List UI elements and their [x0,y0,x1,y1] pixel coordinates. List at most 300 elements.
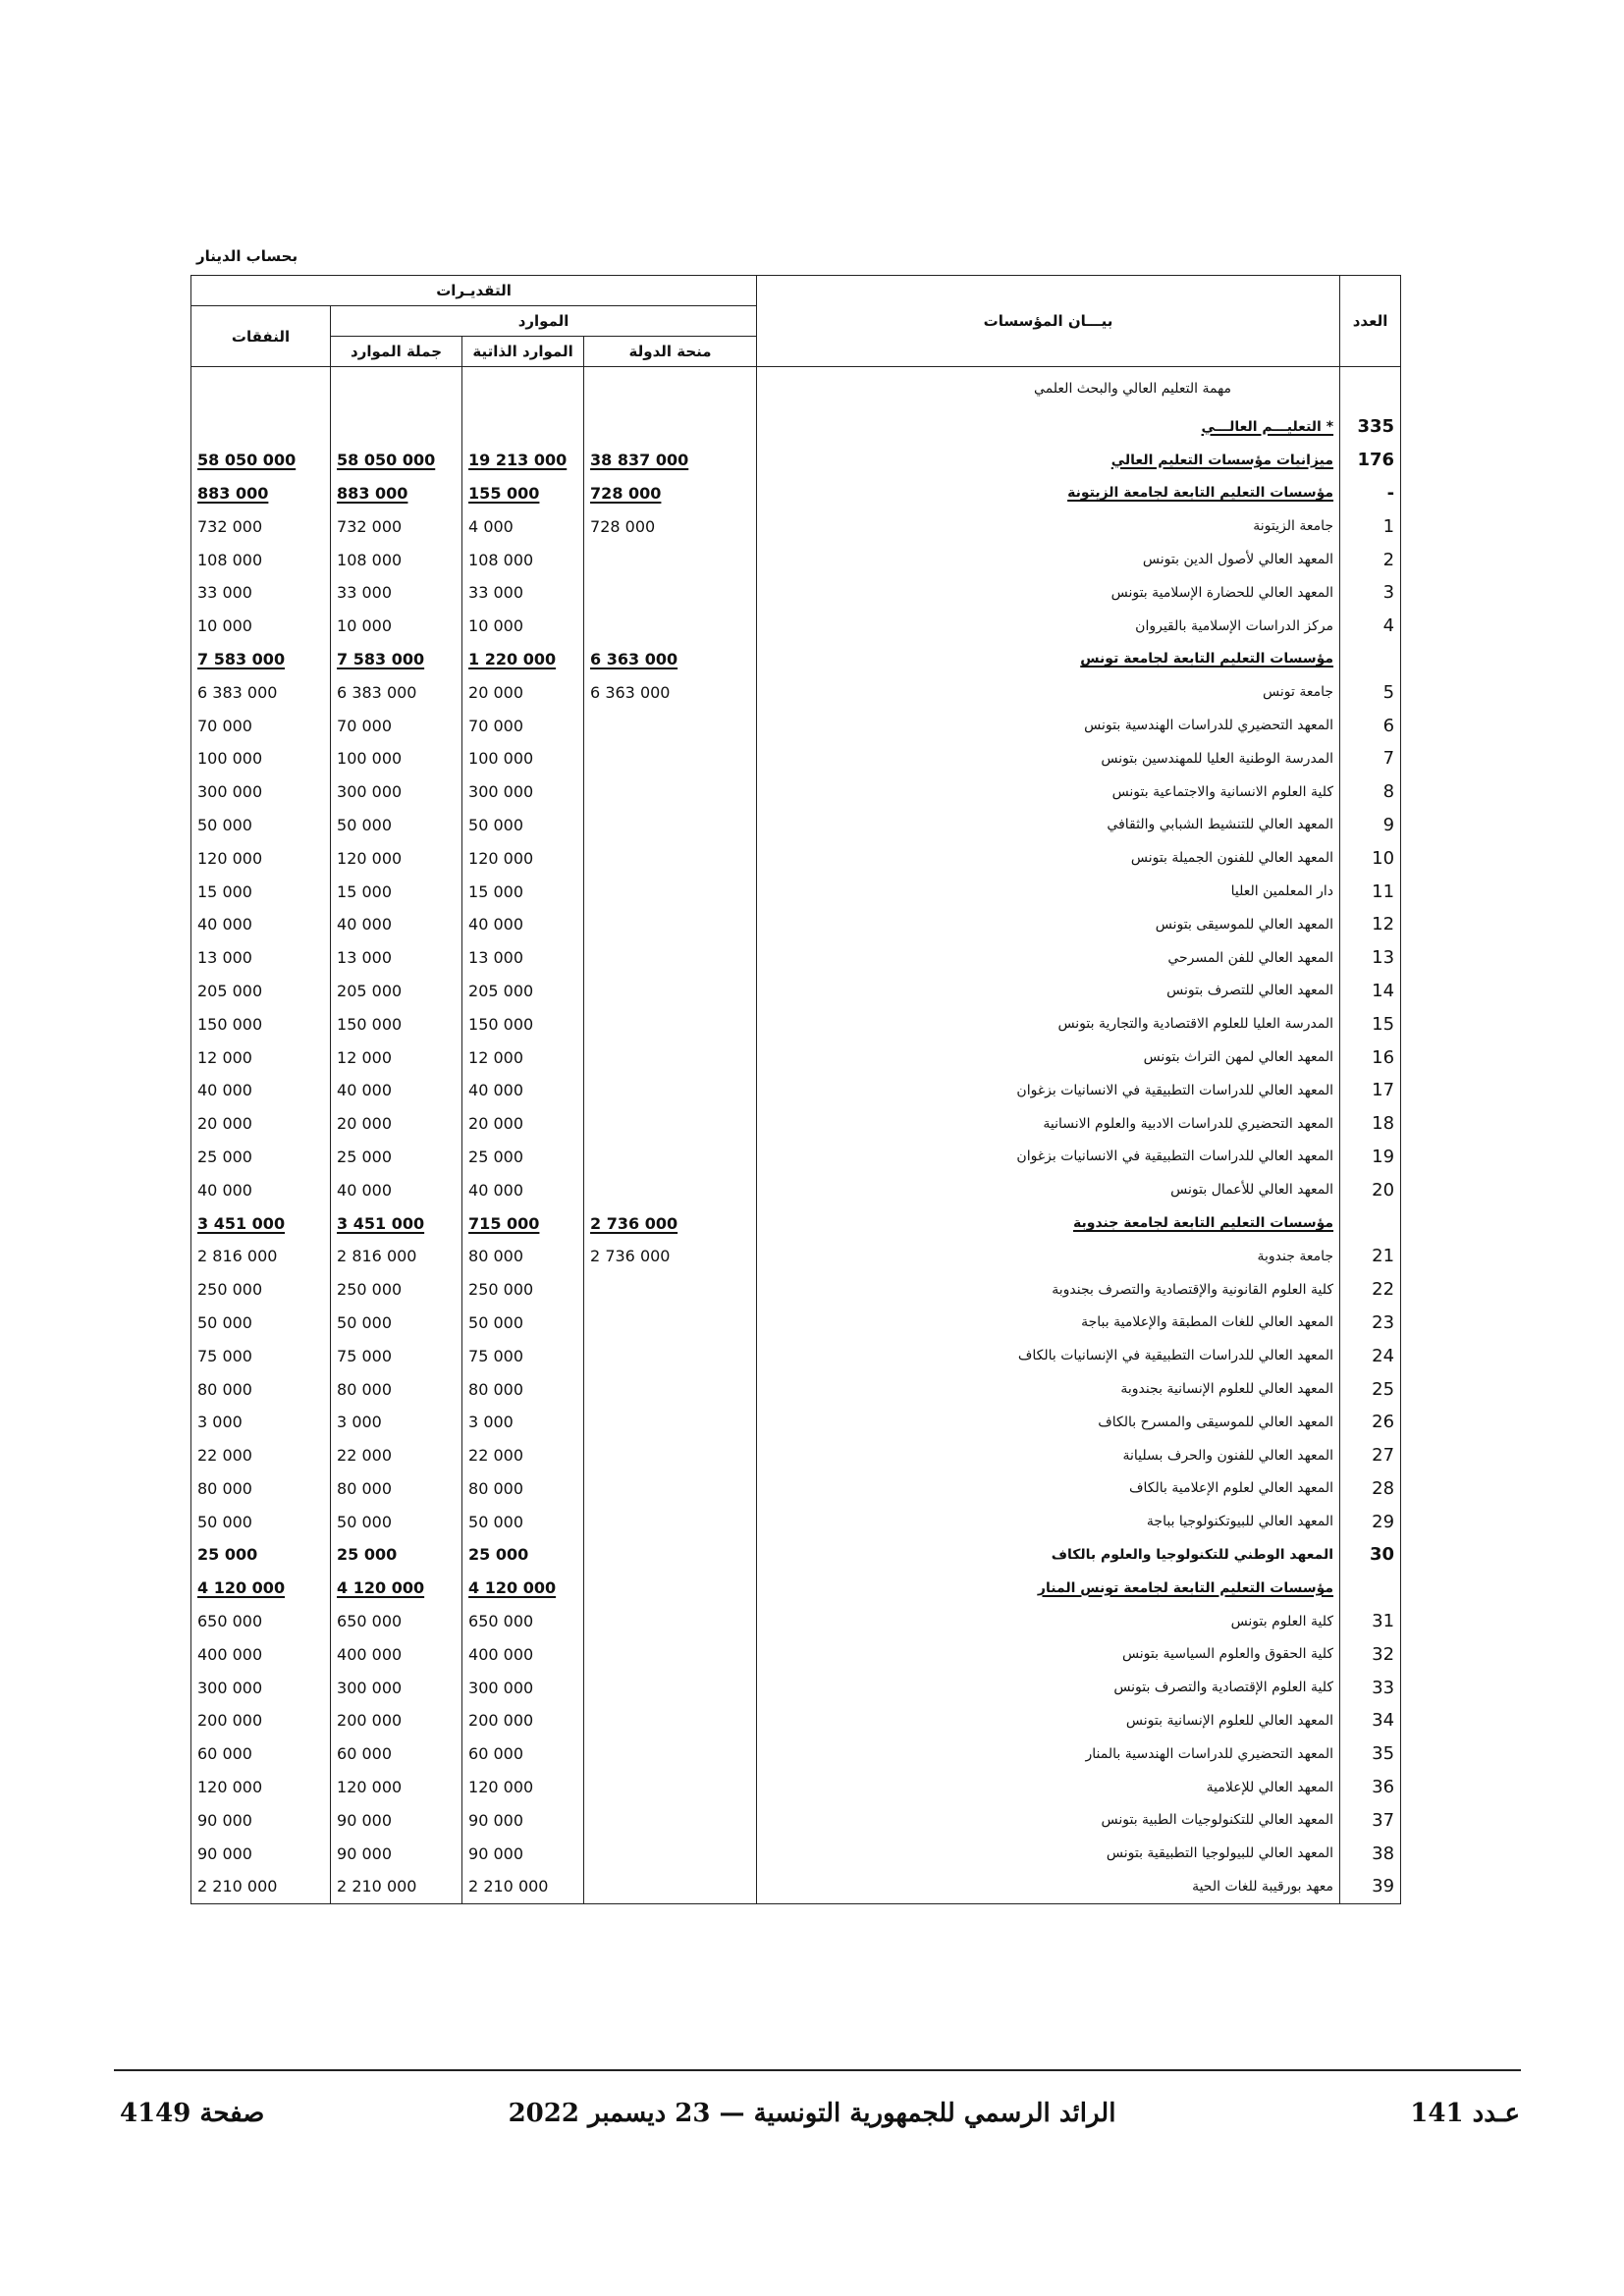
row-number [1340,1406,1401,1439]
total-resources-value-text: 120 000 [337,1778,403,1797]
own-resources-value-text: 20 000 [468,1114,524,1134]
row-number-text: 1 [1382,515,1395,537]
own-resources-value [462,1572,584,1605]
row-number-text: 176 [1357,450,1395,471]
state-grant-value [584,941,757,975]
institution-name-text: كلية العلوم الانسانية والاجتماعية بتونس [1111,783,1334,800]
total-resources-value-text: 50 000 [337,1312,393,1332]
institution-name [757,742,1340,775]
table-row [191,610,1401,643]
total-resources-value [331,643,462,676]
state-grant-value [584,875,757,908]
row-number-text: 10 [1372,847,1395,869]
row-number-text: 25 [1372,1378,1395,1400]
currency-unit-label: بحساب الدينار [196,247,298,265]
total-resources-value [331,1206,462,1240]
row-number [1340,809,1401,842]
total-resources-value [331,509,462,543]
total-resources-value-text: 150 000 [337,1014,403,1034]
own-resources-value [462,576,584,610]
table-row [191,809,1401,842]
institution-name [757,1173,1340,1206]
expenses-value [191,1439,331,1472]
state-grant-value [584,1240,757,1273]
expenses-value-text: 40 000 [197,1180,252,1200]
table-row [191,1372,1401,1406]
institution-name [757,1572,1340,1605]
total-resources-value [331,1074,462,1107]
institution-name [757,809,1340,842]
institution-name [757,1206,1340,1240]
total-resources-value [331,1406,462,1439]
expenses-value [191,1273,331,1307]
expenses-value [191,1737,331,1771]
total-resources-value [331,1041,462,1074]
state-grant-value [584,1173,757,1206]
expenses-value [191,1538,331,1572]
institution-name-text: المدرسة العليا للعلوم الاقتصادية والتجارية بتونس [1057,1016,1334,1033]
state-grant-value [584,1307,757,1340]
total-resources-value [331,1771,462,1804]
row-number-text: 15 [1372,1013,1395,1035]
table-row [191,1803,1401,1837]
expenses-value [191,1041,331,1074]
row-number [1340,410,1401,444]
row-number [1340,1771,1401,1804]
state-grant-value [584,975,757,1008]
state-grant-value [584,1472,757,1506]
state-grant-value-text: 2 736 000 [590,1247,671,1266]
expenses-value [191,1472,331,1506]
total-resources-value [331,709,462,742]
own-resources-value [462,1439,584,1472]
expenses-value-text: 90 000 [197,1810,252,1830]
institution-name [757,1107,1340,1141]
row-number-text: 28 [1372,1477,1395,1499]
state-grant-value-text: 728 000 [590,483,662,503]
total-resources-value-text: 300 000 [337,782,403,802]
institution-name-text: معهد بورقيبة للغات الحية [1192,1878,1334,1895]
total-resources-value-text: 100 000 [337,749,403,769]
own-resources-value-text: 20 000 [468,682,524,702]
row-number [1340,1372,1401,1406]
state-grant-value [584,1737,757,1771]
row-number-text: 33 [1372,1677,1395,1698]
institution-name [757,477,1340,510]
institution-name [757,775,1340,809]
institution-name [757,1273,1340,1307]
own-resources-value [462,1307,584,1340]
expenses-value [191,675,331,709]
total-resources-value [331,1737,462,1771]
expenses-value-text: 108 000 [197,550,263,569]
own-resources-value [462,1240,584,1273]
row-number-text: 8 [1382,781,1395,803]
total-resources-value [331,1372,462,1406]
expenses-value-text: 400 000 [197,1644,263,1664]
expenses-value [191,775,331,809]
institution-name [757,1870,1340,1903]
own-resources-value [462,1141,584,1174]
table-row [191,1771,1401,1804]
expenses-value-text: 80 000 [197,1379,252,1399]
expenses-value-text: 60 000 [197,1744,252,1764]
own-resources-value [462,410,584,444]
own-resources-value-text: 150 000 [468,1014,534,1034]
own-resources-value [462,1041,584,1074]
row-number-text: 38 [1372,1842,1395,1864]
state-grant-value [584,809,757,842]
state-grant-value [584,742,757,775]
institution-name-text: المعهد العالي للفن المسرحي [1167,949,1334,966]
table-row [191,1870,1401,1903]
institution-name [757,1339,1340,1372]
row-number [1340,610,1401,643]
own-resources-value [462,1339,584,1372]
own-resources-value [462,1206,584,1240]
row-number [1340,1107,1401,1141]
total-resources-value-text: 3 000 [337,1413,382,1432]
institution-name-text: كلية العلوم بتونس [1230,1613,1334,1629]
total-resources-value-text: 75 000 [337,1346,393,1365]
state-grant-value [584,1339,757,1372]
institution-name-text: المعهد العالي للدراسات التطبيقية في الإنسانيات بالكاف [1017,1348,1334,1364]
expenses-value [191,410,331,444]
own-resources-value [462,1007,584,1041]
own-resources-value-text: 19 213 000 [468,451,568,470]
row-number [1340,1240,1401,1273]
row-number [1340,1206,1401,1240]
row-number-text: 6 [1382,715,1395,736]
own-resources-value [462,1505,584,1538]
row-number [1340,1605,1401,1638]
total-resources-value [331,1837,462,1870]
institution-name [757,1505,1340,1538]
own-resources-value [462,1605,584,1638]
table-row [191,1307,1401,1340]
row-number-text: - [1386,482,1395,504]
expenses-value [191,576,331,610]
header-expenses: النفقات [191,306,331,367]
institution-name [757,1605,1340,1638]
own-resources-value [462,875,584,908]
expenses-value-text: 15 000 [197,881,252,901]
table-row [191,1737,1401,1771]
own-resources-value [462,675,584,709]
total-resources-value-text: 4 120 000 [337,1578,425,1598]
table-body [191,367,1401,1904]
own-resources-value [462,477,584,510]
row-number [1340,576,1401,610]
total-resources-value [331,1505,462,1538]
own-resources-value-text: 155 000 [468,483,540,503]
footer-divider [114,2069,1521,2071]
expenses-value-text: 3 000 [197,1413,243,1432]
own-resources-value-text: 10 000 [468,616,524,636]
row-number-text: 14 [1372,980,1395,1001]
table-row [191,1173,1401,1206]
own-resources-value [462,1173,584,1206]
row-number [1340,1505,1401,1538]
own-resources-value-text: 50 000 [468,1312,524,1332]
total-resources-value-text: 108 000 [337,550,403,569]
expenses-value-text: 50 000 [197,1512,252,1531]
total-resources-value-text: 25 000 [337,1147,393,1166]
institution-name [757,1041,1340,1074]
institution-name-text: المعهد العالي للعلوم الإنسانية بجندوبة [1120,1381,1334,1397]
table-row [191,1240,1401,1273]
expenses-value [191,1406,331,1439]
total-resources-value-text: 40 000 [337,1180,393,1200]
row-number-text: 23 [1372,1311,1395,1333]
total-resources-value [331,1107,462,1141]
mission-row [191,367,1401,411]
row-number [1340,1572,1401,1605]
own-resources-value-text: 50 000 [468,815,524,834]
expenses-value [191,509,331,543]
total-resources-value-text: 80 000 [337,1478,393,1498]
expenses-value-text: 120 000 [197,848,263,868]
own-resources-value-text: 12 000 [468,1047,524,1067]
institution-name [757,1472,1340,1506]
own-resources-value-text: 80 000 [468,1379,524,1399]
institution-name [757,841,1340,875]
state-grant-value [584,675,757,709]
table-row [191,444,1401,477]
institution-name [757,1372,1340,1406]
header-resources: الموارد [331,306,757,337]
own-resources-value-text: 25 000 [468,1545,529,1565]
expenses-value-text: 13 000 [197,948,252,968]
state-grant-value-text: 728 000 [590,516,656,536]
total-resources-value [331,975,462,1008]
own-resources-value-text: 50 000 [468,1512,524,1531]
institution-name [757,675,1340,709]
institution-name-text: المعهد العالي لمهن التراث بتونس [1143,1049,1334,1066]
institution-name-text: المعهد العالي لأصول الدين بتونس [1142,552,1334,568]
institution-name-text: * التعليـــم العالـــي [1201,418,1334,435]
total-resources-value-text: 25 000 [337,1545,398,1565]
own-resources-value-text: 25 000 [468,1147,524,1166]
table-row [191,1572,1401,1605]
row-number [1340,1870,1401,1903]
own-resources-value-text: 22 000 [468,1446,524,1466]
total-resources-value [331,1307,462,1340]
total-resources-value-text: 6 383 000 [337,682,417,702]
row-number [1340,1041,1401,1074]
own-resources-value [462,975,584,1008]
institution-name-text: مركز الدراسات الإسلامية بالقيروان [1135,617,1334,634]
total-resources-value-text: 3 451 000 [337,1213,425,1233]
table-row [191,1837,1401,1870]
header-own-resources: الموارد الذاتية [462,337,584,367]
state-grant-value [584,1505,757,1538]
institution-name [757,1737,1340,1771]
table-row [191,775,1401,809]
row-number [1340,477,1401,510]
institution-name [757,1007,1340,1041]
row-number-text: 335 [1357,416,1395,438]
state-grant-value [584,1107,757,1141]
own-resources-value [462,1803,584,1837]
total-resources-value-text: 12 000 [337,1047,393,1067]
institution-name-text: المعهد العالي لعلوم الإعلامية بالكاف [1129,1480,1334,1497]
institution-name [757,410,1340,444]
state-grant-value [584,1671,757,1704]
institution-name-text: كلية العلوم القانونية والإقتصادية والتصرف بجندوبة [1052,1281,1334,1298]
own-resources-value [462,1406,584,1439]
expenses-value [191,1372,331,1406]
header-number: العدد [1340,276,1401,367]
expenses-value [191,643,331,676]
own-resources-value-text: 13 000 [468,948,524,968]
total-resources-value-text: 650 000 [337,1612,403,1631]
total-resources-value [331,1173,462,1206]
state-grant-value [584,1870,757,1903]
state-grant-value [584,1572,757,1605]
table-row [191,1505,1401,1538]
institution-name-text: المعهد التحضيري للدراسات الهندسية بتونس [1084,718,1334,734]
institution-name-text: كلية الحقوق والعلوم السياسية بتونس [1121,1646,1334,1663]
expenses-value-text: 22 000 [197,1446,252,1466]
own-resources-value-text: 250 000 [468,1280,534,1300]
own-resources-value-text: 300 000 [468,782,534,802]
row-number-text: 12 [1372,914,1395,935]
row-number-text: 17 [1372,1080,1395,1101]
row-number [1340,742,1401,775]
row-number-text: 26 [1372,1412,1395,1433]
total-resources-value [331,610,462,643]
row-number [1340,643,1401,676]
row-number-text: 22 [1372,1279,1395,1301]
institution-name [757,1406,1340,1439]
total-resources-value-text: 90 000 [337,1843,393,1863]
total-resources-value-text: 15 000 [337,881,393,901]
total-resources-value [331,1472,462,1506]
row-number [1340,841,1401,875]
expenses-value-text: 120 000 [197,1778,263,1797]
expenses-value-text: 80 000 [197,1478,252,1498]
own-resources-value-text: 100 000 [468,749,534,769]
table-row [191,1671,1401,1704]
state-grant-value [584,1007,757,1041]
expenses-value [191,1173,331,1206]
total-resources-value [331,1637,462,1671]
own-resources-value [462,1107,584,1141]
institution-name-text: كلية العلوم الإقتصادية والتصرف بتونس [1113,1680,1334,1696]
institution-name-text: المعهد التحضيري للدراسات الادبية والعلوم الانسانية [1043,1115,1334,1132]
state-grant-value [584,1837,757,1870]
table-row [191,908,1401,941]
own-resources-value [462,1372,584,1406]
state-grant-value [584,1637,757,1671]
row-number [1340,709,1401,742]
total-resources-value-text: 732 000 [337,516,403,536]
own-resources-value-text: 40 000 [468,1180,524,1200]
own-resources-value-text: 80 000 [468,1247,524,1266]
own-resources-value [462,775,584,809]
row-number-text: 29 [1372,1511,1395,1532]
state-grant-value [584,1439,757,1472]
row-number [1340,1339,1401,1372]
footer-issue-number: عـدد 141 [1410,2099,1520,2128]
total-resources-value [331,1007,462,1041]
total-resources-value [331,1671,462,1704]
row-number [1340,975,1401,1008]
own-resources-value-text: 715 000 [468,1213,540,1233]
institution-name-text: المعهد العالي للدراسات التطبيقية في الانسانيات بزغوان [1016,1082,1334,1098]
institution-name-text: المعهد العالي للأعمال بتونس [1170,1182,1334,1199]
table-row [191,1206,1401,1240]
expenses-value-text: 250 000 [197,1280,263,1300]
total-resources-value-text: 205 000 [337,981,403,1000]
total-resources-value-text: 22 000 [337,1446,393,1466]
table-row [191,1074,1401,1107]
total-resources-value [331,444,462,477]
total-resources-value [331,809,462,842]
institution-name-text: جامعة تونس [1263,684,1334,701]
institution-name-text: المعهد العالي للغات المطبقة والإعلامية بباجة [1081,1314,1334,1331]
expenses-value [191,709,331,742]
total-resources-value-text: 300 000 [337,1678,403,1697]
row-number-text: 34 [1372,1710,1395,1732]
institution-name-text: مؤسسات التعليم التابعة لجامعة تونس [1080,651,1334,667]
own-resources-value [462,709,584,742]
row-number [1340,1704,1401,1737]
row-number [1340,1007,1401,1041]
total-resources-value [331,1605,462,1638]
expenses-value [191,543,331,576]
institution-name-text: مؤسسات التعليم التابعة لجامعة الزيتونة [1067,485,1334,502]
expenses-value [191,1870,331,1903]
own-resources-value-text: 400 000 [468,1644,534,1664]
state-grant-value-text: 38 837 000 [590,451,689,470]
header-total-resources: جملة الموارد [331,337,462,367]
table-row [191,1704,1401,1737]
expenses-value-text: 732 000 [197,516,263,536]
table-row [191,1439,1401,1472]
institution-name-text: ميزانيات مؤسسات التعليم العالي [1110,452,1334,468]
expenses-value-text: 300 000 [197,1678,263,1697]
own-resources-value [462,1472,584,1506]
institution-name [757,1439,1340,1472]
own-resources-value-text: 4 120 000 [468,1578,557,1598]
institution-name-text: المعهد العالي للعلوم الإنسانية بتونس [1125,1712,1334,1729]
own-resources-value [462,1870,584,1903]
row-number [1340,775,1401,809]
expenses-value-text: 205 000 [197,981,263,1000]
expenses-value [191,1107,331,1141]
expenses-value-text: 100 000 [197,749,263,769]
own-resources-value [462,643,584,676]
footer-page-number: صفحة 4149 [120,2099,265,2128]
total-resources-value-text: 10 000 [337,616,393,636]
state-grant-value [584,775,757,809]
total-resources-value-text: 70 000 [337,716,393,735]
own-resources-value-text: 4 000 [468,516,514,536]
institution-name [757,1074,1340,1107]
institution-name [757,1771,1340,1804]
row-number-text: 36 [1372,1777,1395,1798]
own-resources-value [462,610,584,643]
expenses-value-text: 25 000 [197,1545,258,1565]
table-row [191,1605,1401,1638]
institution-name [757,1704,1340,1737]
row-number-text: 18 [1372,1113,1395,1135]
institution-name [757,543,1340,576]
expenses-value [191,1837,331,1870]
institution-name-text: المعهد الوطني للتكنولوجيا والعلوم بالكاف [1051,1546,1334,1563]
